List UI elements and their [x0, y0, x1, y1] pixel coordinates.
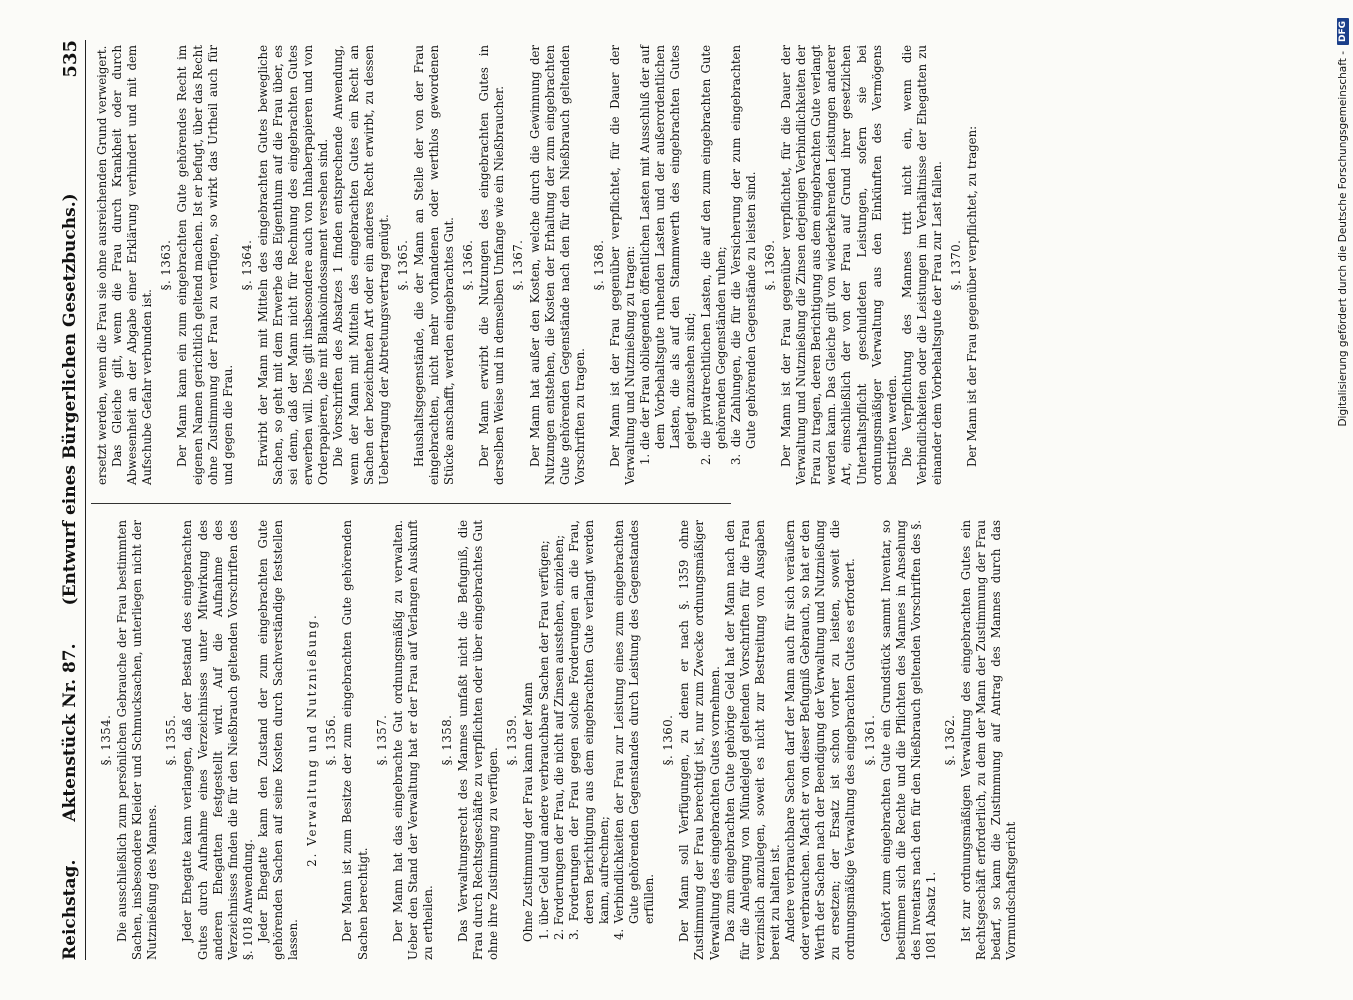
section-1368: §. 1368. [591, 239, 606, 291]
section-1363: §. 1363. [159, 239, 174, 291]
paragraph: Die Vorschriften des Absatzes 1 finden entsprechende Anwendung, wenn der Mann mit Mitteln des eingebrachten Gutes ein Recht an Sachen der bezeichneten Art oder ein anderes Recht erwirbt, zu dessen Uebertragung der Abtretungsvertrag genügt. [331, 45, 391, 485]
paragraph: Der Mann hat außer den Kosten, welche durch die Gewinnung der Nutzungen entstehen, die Kosten der Erhaltung der zum eingebrachten Gute gehörenden Gegenstände nach den für den Nießbrauch geltenden Vorschriften zu tragen. [527, 45, 587, 485]
paragraph: Erwirbt der Mann mit Mitteln des eingebrachten Gutes bewegliche Sachen, so geht mit dem Erwerbe das Eigenthum auf die Frau über, es sei denn, daß der Mann nicht für Rechnung des eingebrachten Gutes erwerben will. Dies gilt insbesondere auch von Inhaberpapieren und von Orderpapieren, die mit Blankoindossament versehen sind. [255, 45, 331, 485]
paragraph: Das Gleiche gilt, wenn die Frau durch Krankheit oder durch Abwesenheit an der Abgabe einer Erklärung verhindert und mit dem Aufschube Gefahr verbunden ist. [110, 45, 155, 485]
section-1369: §. 1369. [762, 239, 777, 291]
section-1357: §. 1357. [374, 714, 389, 766]
paragraph: Das Verwaltungsrecht des Mannes umfaßt nicht die Befugniß, die Frau durch Rechtsgeschäfte zu verpflichten oder über eingebrachtes Gut ohne ihre Zustimmung zu verfügen. [456, 520, 501, 960]
left-column [95, 520, 1019, 960]
header-title: (Entwurf eines Bürgerlichen Gesetzbuchs.) [60, 193, 80, 606]
header-left [60, 193, 80, 960]
section-1359: §. 1359. [505, 714, 520, 766]
paragraph: Die Verpflichtung des Mannes tritt nicht ein, wenn die Verbindlichkeiten oder die Leistungen im Verhältnisse der Ehegatten zu einander dem Vorbehaltsgute der Frau zur Last fallen. [899, 45, 944, 485]
paragraph: Das zum eingebrachten Gute gehörige Geld hat der Mann nach den für die Anlegung von Mündelgeld geltenden Vorschriften für die Frau verzinslich anzulegen, soweit es nicht zur Bestreitung von Ausgaben bereit zu halten ist. [722, 520, 782, 960]
section-1356: §. 1356. [324, 714, 339, 766]
section-1362: §. 1362. [942, 714, 957, 766]
rotated-page-content [55, 40, 1305, 960]
paragraph: Gehört zum eingebrachten Gute ein Grundstück sammt Inventar, so bestimmen sich die Rechte und die Pflichten des Mannes in Ansehung des Inventars nach den für den Nießbrauch geltenden Vorschriften des §. 1081 Absatz 1. [878, 520, 938, 960]
subheading-verwaltung: 2. Verwaltung und Nutznießung. [305, 613, 320, 867]
section-1361: §. 1361. [862, 714, 877, 766]
paragraph: Der Mann kann ein zum eingebrachten Gute gehörendes Recht im eigenen Namen gerichtlich geltend machen. Ist er befugt, über das Recht ohne Zustimmung der Frau zu verfügen, so wirkt das Urtheil auch für und gegen die Frau. [175, 45, 235, 485]
paragraph: Jeder Ehegatte kann verlangen, daß der Bestand des eingebrachten Gutes durch Aufnahme eines Verzeichnisses unter Mitwirkung des anderen Ehegatten festgestellt wird. Auf die Aufnahme des Verzeichnisses finden die für den Nießbrauch geltenden Vorschriften des §. 1018 Anwendung. [180, 520, 255, 960]
list-item: 1. über Geld und andere verbrauchbare Sachen der Frau verfügen; [536, 540, 551, 940]
right-column [95, 45, 980, 485]
paragraph: Jeder Ehegatte kann den Zustand der zum eingebrachten Gute gehörenden Sachen auf seine Kosten durch Sachverständige feststellen lassen. [255, 520, 301, 960]
section-1354: §. 1354. [99, 714, 113, 766]
paragraph: Haushaltsgegenstände, die der Mann an Stelle der von der Frau eingebrachten, nicht mehr vorhandenen oder werthlos gewordenen Stücke anschafft, werden eingebrachtes Gut. [411, 45, 457, 485]
list-item: 2. die privatrechtlichen Lasten, die auf den zum eingebrachten Gute gehörenden Gegenständen ruhen; [698, 45, 728, 465]
paragraph: Der Mann ist der Frau gegenüber verpflichtet, für die Dauer der Verwaltung und Nutznießung zu tragen: [608, 45, 638, 485]
paragraph: Andere verbrauchbare Sachen darf der Mann auch für sich veräußern oder verbrauchen. Macht er von dieser Befugniß Gebrauch, so hat er den Werth der Sachen nach der Beendigung der Verwaltung und Nutznießung zu ersetzen; der Ersatz ist schon vorher zu leisten, soweit die ordnungsmäßige Verwaltung des eingebrachten Gutes es erfordert. [783, 520, 858, 960]
section-1366: §. 1366. [461, 239, 476, 291]
section-1365: §. 1365. [395, 239, 410, 291]
section-1364: §. 1364. [239, 239, 254, 291]
list-item: 3. die Zahlungen, die für die Versicherung der zum eingebrachten Gute gehörenden Gegenstände zu leisten sind. [728, 45, 758, 465]
list-item: 4. Verbindlichkeiten der Frau zur Leistung eines zum eingebrachten Gute gehörenden Gegenstandes durch Leistung des Gegenstandes erfüllen. [612, 520, 657, 940]
section-1370: §. 1370. [949, 239, 964, 291]
column-divider [91, 503, 731, 504]
credit-text: Digitalisierung gefördert durch die Deutsche Forschungsgemeinschaft - [1337, 51, 1349, 427]
paragraph: Der Mann soll Verfügungen, zu denen er nach §. 1359 ohne Zustimmung der Frau berechtigt ist, nur zum Zwecke ordnungsmäßiger Verwaltung des eingebrachten Gutes vornehmen. [677, 520, 722, 960]
list-item: 3. Forderungen der Frau gegen solche Forderungen an die Frau, deren Berichtigung aus dem eingebrachten Gute verlangt werden kann, aufrechnen; [566, 520, 611, 940]
section-1367: §. 1367. [511, 239, 526, 291]
paragraph: Ohne Zustimmung der Frau kann der Mann [521, 682, 536, 942]
digitization-credit [1335, 18, 1351, 998]
paragraph: Der Mann hat das eingebrachte Gut ordnungsmäßig zu verwalten. Ueber den Stand der Verwaltung hat er der Frau auf Verlangen Auskunft zu ertheilen. [390, 520, 435, 960]
dfg-logo-icon: DFG [1337, 18, 1349, 45]
paragraph: Der Mann ist der Frau gegenüber verpflichtet, für die Dauer der Verwaltung und Nutznießung die Zinsen derjenigen Verbindlichkeiten der Frau zu tragen, deren Berichtigung aus dem eingebrachten Gute verlangt werden kann. Das Gleiche gilt von wiederkehrenden Leistungen anderer Art, einschließlich der von der Frau auf Grund ihrer gesetzlichen Unterhaltspflicht geschuldeten Leistungen, sofern sie bei ordnungsmäßiger Verwaltung aus den Einkünften des Vermögens bestritten werden. [779, 45, 899, 485]
paragraph: Der Mann ist der Frau gegenüber verpflichtet, zu tragen: [965, 125, 980, 467]
running-header [55, 40, 86, 960]
paragraph: Die ausschließlich zum persönlichen Gebrauche der Frau bestimmten Sachen, insbesondere Kleider und Schmucksachen, unterliegen nicht der Nutznießung des Mannes. [115, 520, 160, 960]
header-reichstag: Reichstag. [60, 859, 80, 960]
section-1355: §. 1355. [164, 714, 179, 766]
page-number: 535 [59, 40, 81, 78]
paragraph: Ist zur ordnungsmäßigen Verwaltung des eingebrachten Gutes ein Rechtsgeschäft erforderlich, zu dem der Mann der Zustimmung der Frau bedarf, so kann die Zustimmung auf Antrag des Mannes durch das Vormundschaftsgericht [959, 520, 1019, 960]
paragraph: Der Mann erwirbt die Nutzungen des eingebrachten Gutes in derselben Weise und in demselben Umfange wie ein Nießbraucher. [477, 45, 507, 485]
paragraph: ersetzt werden, wenn die Frau sie ohne ausreichenden Grund verweigert. [95, 45, 109, 485]
list-item: 1. die der Frau obliegenden öffentlichen Lasten mit Ausschluß der auf dem Vorbehaltsgute ruhenden Lasten und der außerordentlichen Lasten, die als auf den Stammwerth des eingebrachten Gutes gelegt anzusehen sind; [638, 45, 698, 465]
header-aktenstueck: Aktenstück Nr. 87. [60, 643, 80, 822]
list-item: 2. Forderungen der Frau, die nicht auf Zinsen ausstehen, einziehen; [551, 534, 566, 940]
section-1358: §. 1358. [439, 714, 454, 766]
section-1360: §. 1360. [661, 714, 676, 766]
paragraph: Der Mann ist zum Besitze der zum eingebrachten Gute gehörenden Sachen berechtigt. [340, 520, 370, 960]
